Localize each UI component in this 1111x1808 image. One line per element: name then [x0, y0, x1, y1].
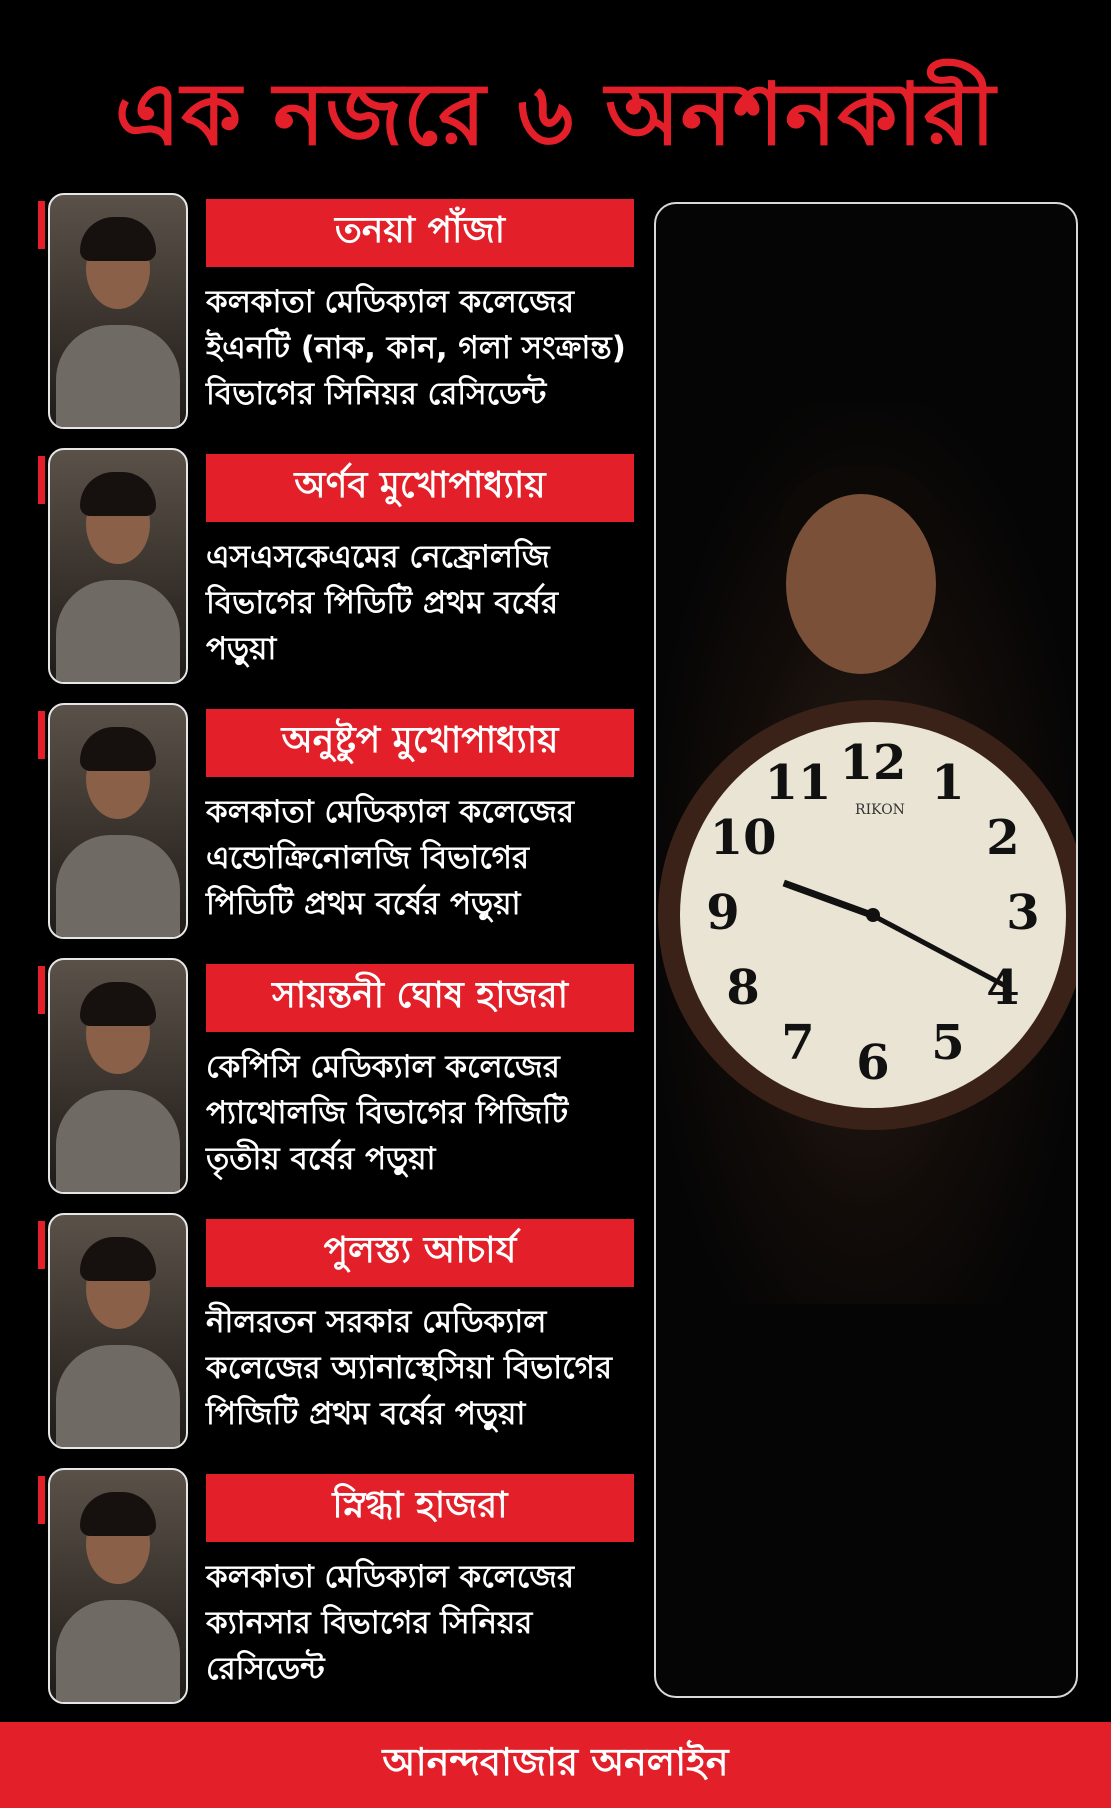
clock-numeral: 12	[839, 735, 907, 791]
photo-body	[56, 1345, 180, 1449]
person-card	[0, 193, 650, 433]
photo-body	[56, 325, 180, 429]
description-line: পিজিটি প্রথম বর্ষের পড়ুয়া	[206, 1396, 526, 1432]
accent-bar	[38, 456, 45, 504]
description-line: ক্যানসার বিভাগের সিনিয়র	[206, 1605, 533, 1641]
clock-numeral: 5	[931, 1014, 965, 1071]
photo-hair	[80, 217, 156, 261]
clock-hub	[866, 908, 880, 922]
clock-numeral: 3	[1006, 885, 1040, 941]
description-line: এন্ডোক্রিনোলজি বিভাগের	[206, 840, 530, 876]
person-description	[206, 279, 646, 417]
accent-bar	[38, 201, 45, 249]
description-line: প্যাথোলজি বিভাগের পিজিটি	[206, 1095, 569, 1131]
person-name: অনুষ্টুপ মুখোপাধ্যায়	[206, 709, 634, 777]
person-card	[0, 1468, 650, 1708]
clock-face	[680, 722, 1066, 1108]
description-line: পিডিটি প্রথম বর্ষের পড়ুয়া	[206, 886, 521, 922]
photo-hair	[80, 472, 156, 516]
footer-brand: আনন্দবাজার অনলাইন	[0, 1722, 1111, 1808]
description-line: কেপিসি মেডিক্যাল কলেজের	[206, 1049, 560, 1085]
person-card	[0, 448, 650, 688]
person-name: পুলস্ত্য আচার্য	[206, 1219, 634, 1287]
person-description	[206, 789, 646, 927]
photo-body	[56, 580, 180, 684]
photo-hair	[80, 982, 156, 1026]
person-description	[206, 534, 646, 672]
clock-numeral: 8	[726, 960, 760, 1016]
person-photo	[48, 448, 188, 684]
description-line: কলেজের অ্যানাস্থেসিয়া বিভাগের	[206, 1350, 613, 1386]
person-photo	[48, 1468, 188, 1704]
description-line: কলকাতা মেডিক্যাল কলেজের	[206, 284, 575, 320]
photo-hair	[80, 1492, 156, 1536]
description-line: তৃতীয় বর্ষের পড়ুয়া	[206, 1141, 436, 1177]
photo-body	[56, 1090, 180, 1194]
description-line: এসএসকেএমের নেফ্রোলজি	[206, 539, 550, 575]
photo-body	[56, 1600, 180, 1704]
photo-hair	[80, 1237, 156, 1281]
description-line: রেসিডেন্ট	[206, 1651, 325, 1687]
clock-numeral: 6	[856, 1035, 890, 1091]
person-photo	[48, 193, 188, 429]
page-title: এক নজরে ৬ অনশনকারী	[114, 65, 997, 165]
clock-numeral: 10	[709, 810, 777, 866]
description-line: বিভাগের সিনিয়র রেসিডেন্ট	[206, 376, 547, 412]
person-name: তনয়া পাঁজা	[206, 199, 634, 267]
photo-hair	[80, 727, 156, 771]
description-line: ইএনটি (নাক, কান, গলা সংক্রান্ত)	[206, 330, 626, 366]
person-card	[0, 958, 650, 1198]
person-name: অর্ণব মুখোপাধ্যায়	[206, 454, 634, 522]
clock-numeral: 7	[781, 1014, 815, 1071]
description-line: বিভাগের পিডিটি প্রথম বর্ষের	[206, 585, 559, 621]
person-photo	[48, 703, 188, 939]
description-line: পড়ুয়া	[206, 631, 277, 667]
person-description	[206, 1299, 646, 1437]
description-line: কলকাতা মেডিক্যাল কলেজের	[206, 1559, 575, 1595]
person-name: স্নিগ্ধা হাজরা	[206, 1474, 634, 1542]
description-line: নীলরতন সরকার মেডিক্যাল	[206, 1304, 547, 1340]
description-line: কলকাতা মেডিক্যাল কলেজের	[206, 794, 575, 830]
wall-clock	[658, 700, 1078, 1130]
protester-with-clock-photo	[654, 202, 1078, 1698]
person-card	[0, 1213, 650, 1453]
clock-brand: RIKON	[855, 802, 905, 818]
person-card	[0, 703, 650, 943]
person-photo	[48, 958, 188, 1194]
clock-numeral: 2	[986, 810, 1020, 866]
photo-body	[56, 835, 180, 939]
clock-numeral: 11	[764, 755, 832, 812]
accent-bar	[38, 1221, 45, 1269]
clock-numeral: 4	[986, 960, 1020, 1016]
person-description	[206, 1554, 646, 1692]
person-description	[206, 1044, 646, 1182]
person-photo	[48, 1213, 188, 1449]
accent-bar	[38, 1476, 45, 1524]
clock-numeral: 9	[706, 885, 740, 941]
protester-face	[786, 494, 936, 674]
clock-numeral: 1	[931, 755, 965, 812]
accent-bar	[38, 711, 45, 759]
accent-bar	[38, 966, 45, 1014]
person-name: সায়ন্তনী ঘোষ হাজরা	[206, 964, 634, 1032]
clock-hour-hand	[783, 880, 875, 919]
